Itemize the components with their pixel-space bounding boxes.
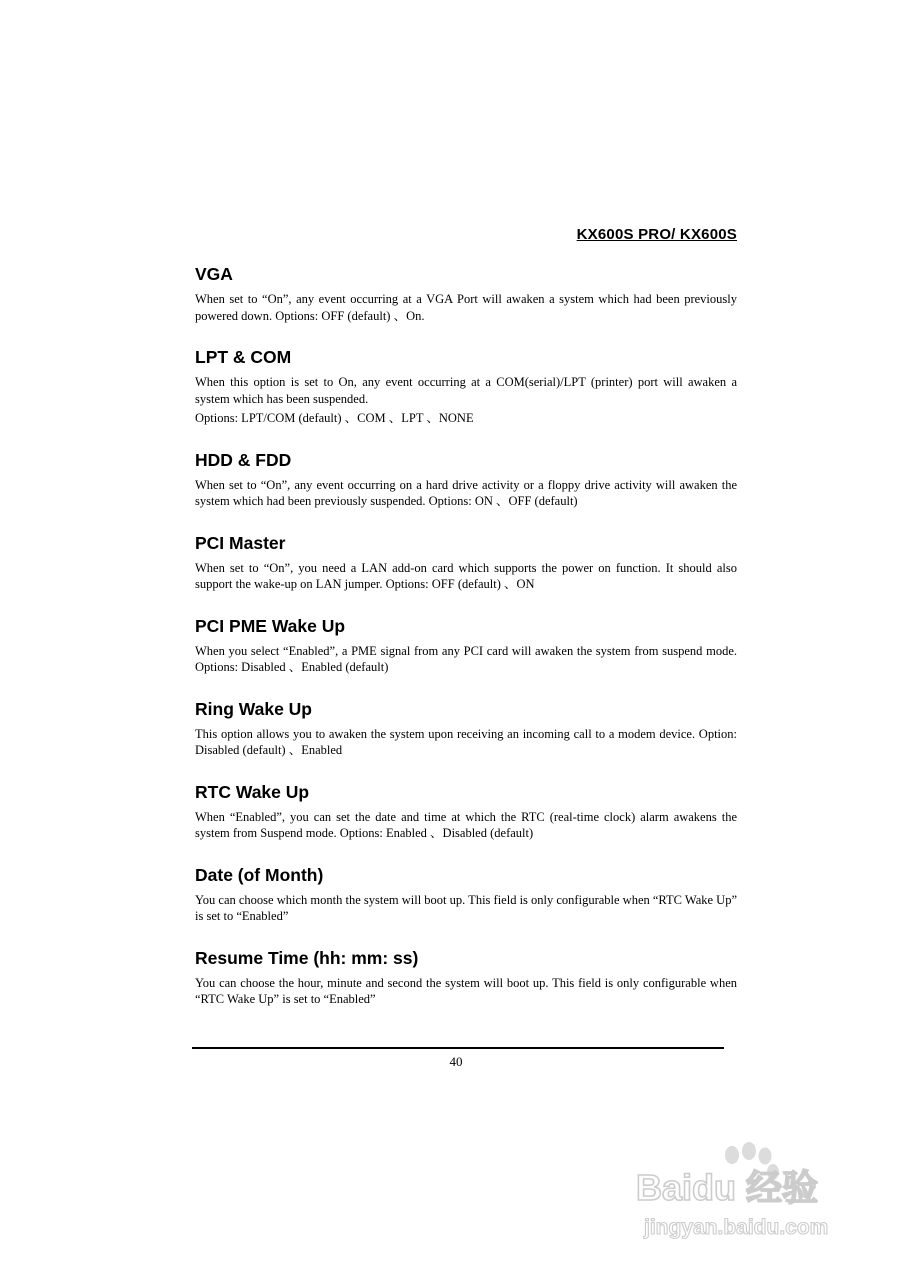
section-paragraph: When set to “On”, you need a LAN add-on card which supports the power on function. It should also support the wake-up on LAN jumper. Options: OFF (default) 、ON bbox=[195, 560, 737, 591]
section-paragraph: When set to “On”, any event occurring at a VGA Port will awaken a system which had been previously powered down. Options: OFF (default) 、On. bbox=[195, 292, 737, 323]
section-paragraph: You can choose which month the system will boot up. This field is only configurable when “RTC Wake Up” is set to “Enabled” bbox=[195, 892, 737, 923]
section-vga bbox=[195, 262, 737, 324]
section-title: RTC Wake Up bbox=[195, 781, 310, 802]
section-ring-wake-up bbox=[195, 697, 737, 759]
section-paragraph: You can choose the hour, minute and second the system will boot up. This field is only configurable when “RTC Wake Up” is set to “Enabled” bbox=[195, 975, 737, 1006]
section-title: Resume Time (hh: mm: ss) bbox=[195, 947, 419, 968]
section-pci-master bbox=[195, 531, 737, 593]
document-model-header: KX600S PRO/ KX600S bbox=[576, 226, 737, 243]
section-paragraph: When “Enabled”, you can set the date and time at which the RTC (real-time clock) alarm awakens the system from Suspend mode. Options: Enabled 、Disabled (default) bbox=[195, 809, 737, 840]
watermark-logo-text: Baidu 经验 bbox=[636, 1167, 819, 1208]
document-body bbox=[195, 262, 737, 1029]
section-paragraph: When set to “On”, any event occurring on a hard drive activity or a floppy drive activity will awaken the system which had been previously suspended. Options: ON 、OFF (default) bbox=[195, 477, 737, 508]
section-paragraph: This option allows you to awaken the system upon receiving an incoming call to a modem device. Option: Disabled (default) 、Enabled bbox=[195, 726, 737, 757]
section-paragraph: When you select “Enabled”, a PME signal from any PCI card will awaken the system from suspend mode. Options: Disabled 、Enabled (default) bbox=[195, 643, 737, 674]
section-rtc-wake-up bbox=[195, 780, 737, 842]
section-resume-time bbox=[195, 946, 737, 1008]
section-title: VGA bbox=[195, 264, 233, 284]
baidu-jingyan-watermark bbox=[636, 1142, 846, 1242]
section-pci-pme-wake-up bbox=[195, 614, 737, 676]
section-title: HDD & FDD bbox=[195, 449, 292, 470]
footer-divider bbox=[192, 1047, 724, 1049]
section-title: Date (of Month) bbox=[195, 864, 324, 885]
watermark-url-text: jingyan.baidu.com bbox=[644, 1216, 829, 1239]
section-paragraph: When this option is set to On, any event occurring at a COM(serial)/LPT (printer) port will awaken a system which has been suspended. bbox=[195, 375, 737, 406]
section-date-of-month bbox=[195, 863, 737, 925]
section-title: LPT & COM bbox=[195, 347, 292, 367]
section-title: PCI Master bbox=[195, 532, 286, 553]
section-options: Options: LPT/COM (default) 、COM 、LPT 、NONE bbox=[195, 411, 474, 425]
section-hdd-fdd bbox=[195, 448, 737, 510]
page-number: 40 bbox=[449, 1054, 463, 1069]
section-title: PCI PME Wake Up bbox=[195, 615, 346, 636]
section-title: Ring Wake Up bbox=[195, 698, 312, 719]
section-lpt-com bbox=[195, 345, 737, 427]
